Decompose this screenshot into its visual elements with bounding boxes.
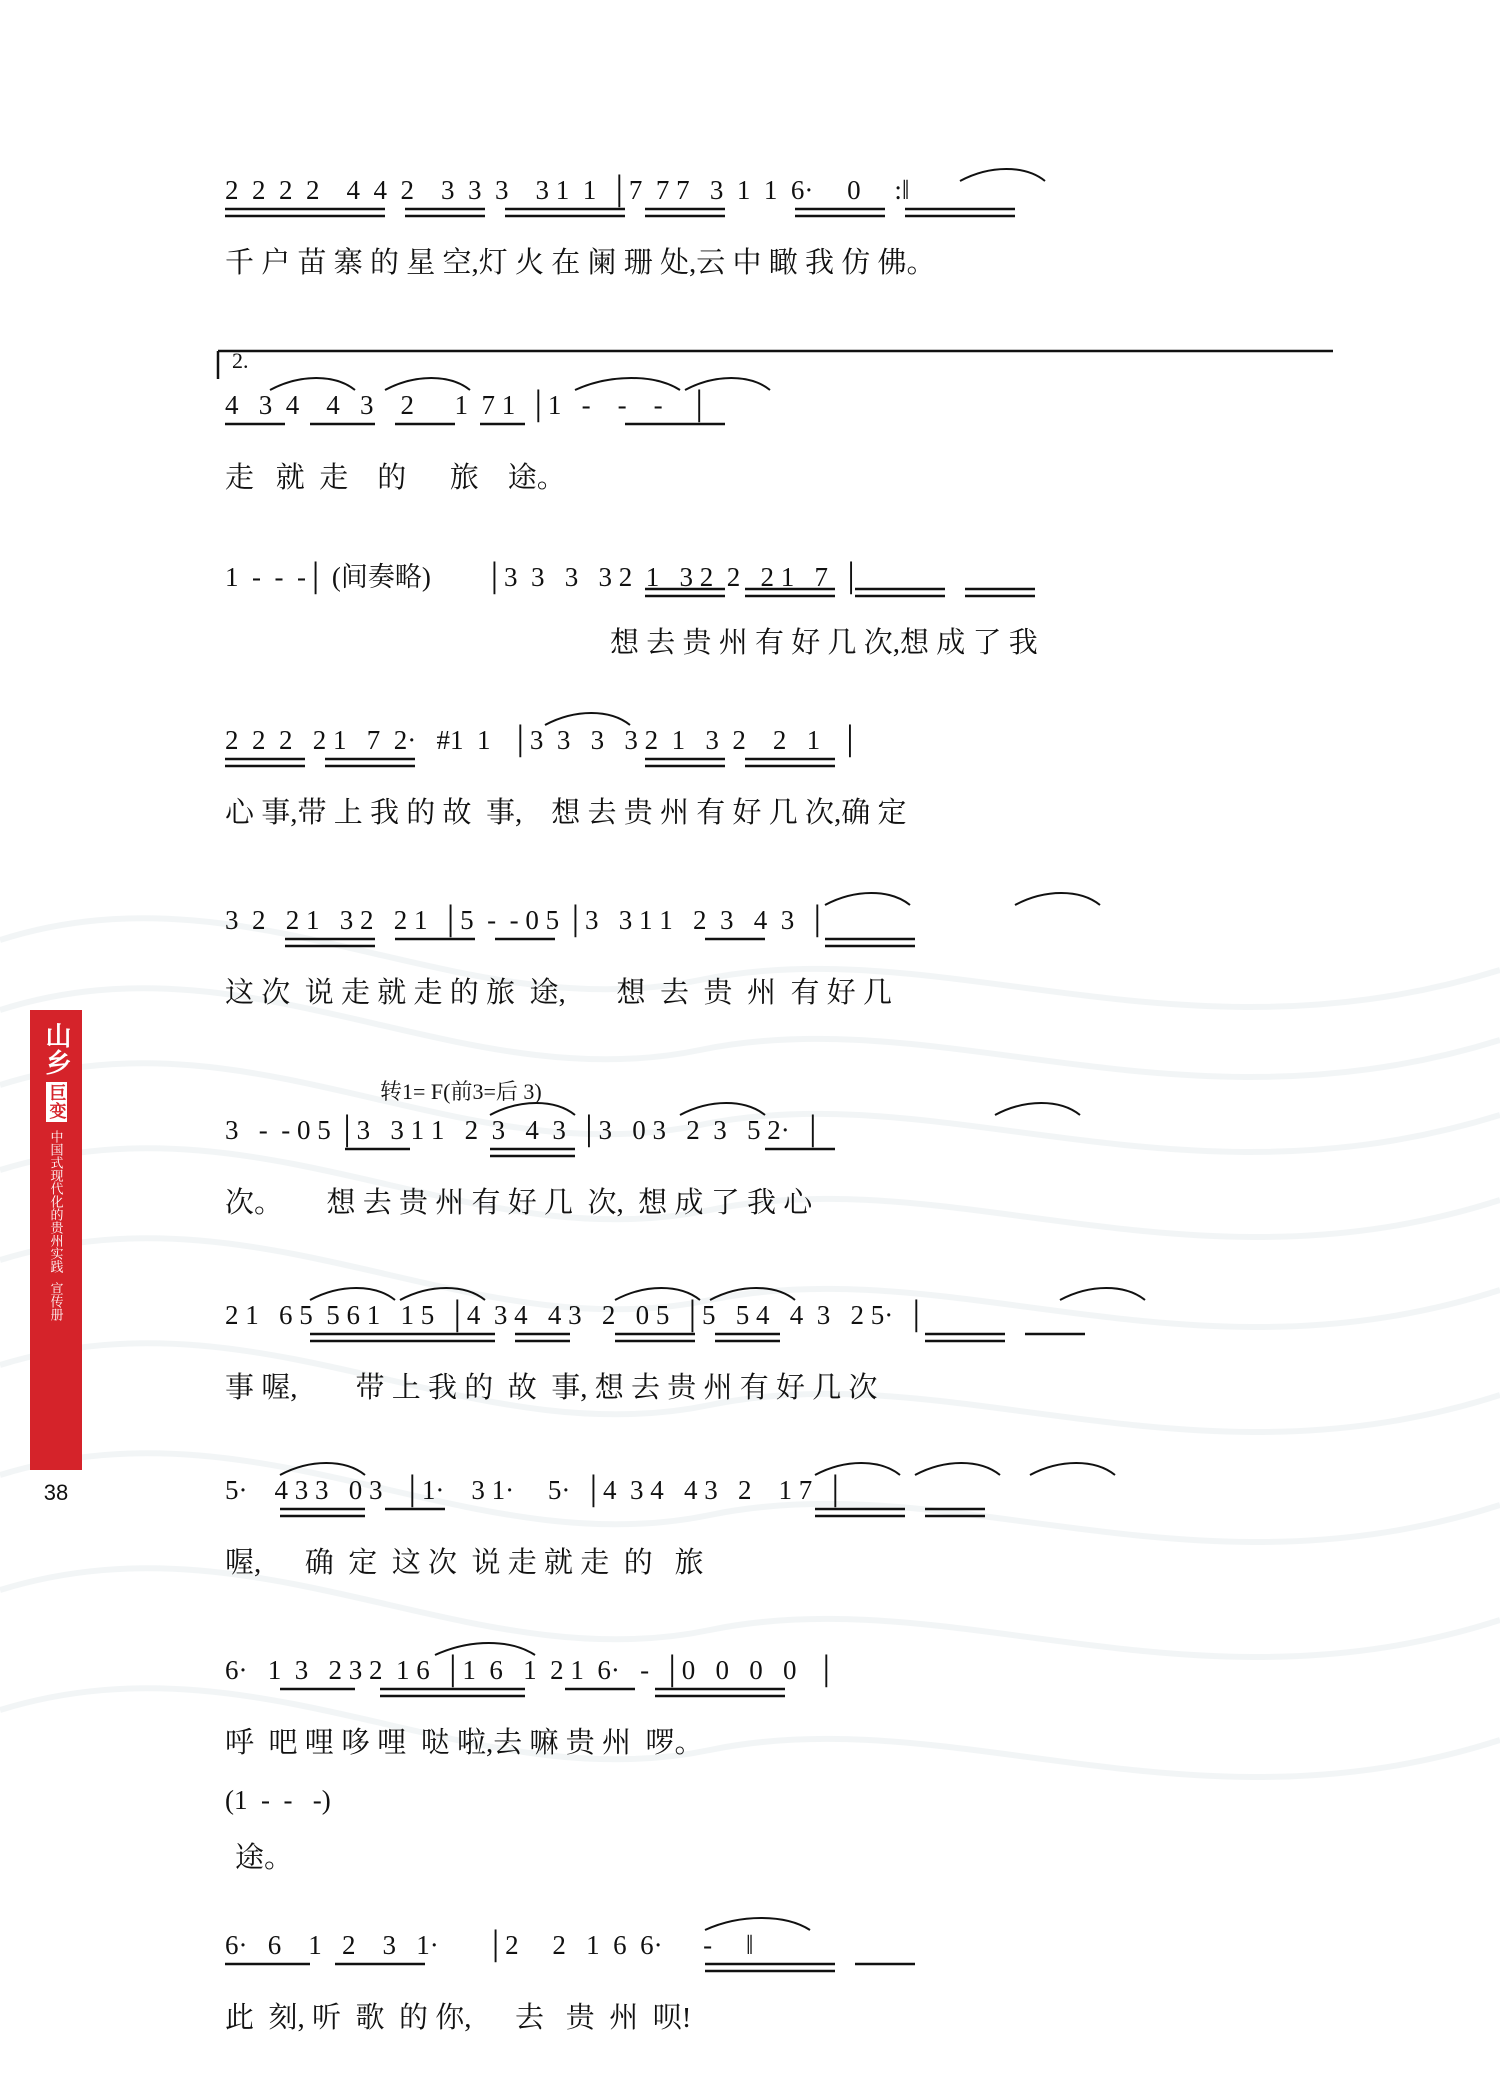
page-number: 38 bbox=[30, 1470, 82, 1516]
system-6-lyrics-row bbox=[225, 1180, 1335, 1221]
system-2-lyrics-row bbox=[225, 455, 1335, 496]
system-3-lyrics-row bbox=[610, 620, 1350, 661]
system-2-lyrics: 走 就 走 的 旅 途。 bbox=[225, 462, 566, 494]
system-4-numbers: 2 2 2 2 1 7 2· #1 1 │3 3 3 3 2 1 3 2 2 1 │ bbox=[225, 725, 860, 755]
key-change-note-row bbox=[380, 1075, 542, 1106]
system-7-lyrics: 事 喔, 带 上 我 的 故 事, 想 去 贵 州 有 好 几 次 bbox=[225, 1372, 878, 1404]
system-3-lyrics: 想 去 贵 州 有 好 几 次,想 成 了 我 bbox=[610, 627, 1038, 659]
system-10-lyrics-row bbox=[225, 1995, 1335, 2036]
system-4-lyrics: 心 事,带 上 我 的 故 事, 想 去 贵 州 有 好 几 次,确 定 bbox=[225, 797, 907, 829]
system-7-lyrics-row bbox=[225, 1365, 1335, 1406]
spine-logo-line1: 山乡 bbox=[42, 1022, 71, 1076]
system-9b-numbers: (1 - - -) bbox=[225, 1785, 331, 1815]
system-10-numbers: 6· 6 1 2 3 1· │2 2 1 6 6· - ‖ bbox=[225, 1930, 754, 1960]
system-2-beams bbox=[225, 390, 1335, 450]
system-7-numbers: 2 1 6 5 5 6 1 1 5 │4 3 4 4 3 2 0 5 │5 5 4 4 3 2 5· │ bbox=[225, 1300, 926, 1330]
system-2-numbers: 4 3 4 4 3 2 1 7 1 │1 - - - │ bbox=[225, 390, 709, 420]
system-5-lyrics: 这 次 说 走 就 走 的 旅 途, 想 去 贵 州 有 好 几 bbox=[225, 977, 893, 1009]
system-7-beams bbox=[225, 1300, 1335, 1360]
system-1-lyrics: 千 户 苗 寨 的 星 空,灯 火 在 阑 珊 处,云 中 瞰 我 仿 佛。 bbox=[225, 247, 936, 279]
system-1-lyrics-row bbox=[225, 240, 1335, 281]
system-5-beams bbox=[225, 905, 1335, 965]
system-1-beams bbox=[225, 175, 1335, 235]
spine-subtitle: 中国式现代化的贵州实践 bbox=[48, 1130, 64, 1273]
system-9 bbox=[225, 1655, 1335, 1686]
system-3-beams bbox=[225, 555, 1335, 615]
system-6-beams bbox=[225, 1115, 1335, 1175]
system-4 bbox=[225, 725, 1335, 756]
system-10 bbox=[225, 1930, 1335, 1961]
system-9-beams bbox=[225, 1655, 1335, 1715]
system-9b-lyrics: 途。 bbox=[235, 1842, 294, 1874]
system-5-numbers: 3 2 2 1 3 2 2 1 │5 - - 0 5 │3 3 1 1 2 3 4 3 │ bbox=[225, 905, 827, 935]
key-change-note: 转1= F(前3=后 3) bbox=[380, 1079, 542, 1104]
system-6-lyrics: 次。 想 去 贵 州 有 好 几 次, 想 成 了 我 心 bbox=[225, 1187, 813, 1219]
system-9-numbers: 6· 1 3 2 3 2 1 6 │1 6 1 2 1 6· - │0 0 0 0 │ bbox=[225, 1655, 836, 1685]
system-6-numbers: 3 - - 0 5 │3 3 1 1 2 3 4 3 │3 0 3 2 3 5 2· │ bbox=[225, 1115, 823, 1145]
spine-subtitle-2: 宣传册 bbox=[48, 1282, 64, 1321]
system-8-lyrics-row bbox=[225, 1540, 1335, 1581]
system-9b-lyrics-row bbox=[235, 1835, 835, 1876]
system-8-lyrics: 喔, 确 定 这 次 说 走 就 走 的 旅 bbox=[225, 1547, 704, 1579]
system-8-beams bbox=[225, 1475, 1335, 1535]
system-6 bbox=[225, 1115, 1335, 1146]
volta-2-label-row bbox=[232, 348, 249, 374]
system-8 bbox=[225, 1475, 1335, 1506]
system-10-beams bbox=[225, 1930, 1335, 1990]
system-9-lyrics-row bbox=[225, 1720, 1335, 1761]
spine-badge bbox=[30, 1010, 82, 1470]
volta-2-label: 2. bbox=[232, 348, 249, 373]
system-10-lyrics: 此 刻, 听 歌 的 你, 去 贵 州 呗! bbox=[225, 2002, 692, 2034]
system-8-numbers: 5· 4 3 3 0 3 │1· 3 1· 5· │4 3 4 4 3 2 1 7 │ bbox=[225, 1475, 845, 1505]
system-7 bbox=[225, 1300, 1335, 1331]
system-2 bbox=[225, 390, 1335, 421]
system-4-lyrics-row bbox=[225, 790, 1335, 831]
system-5-lyrics-row bbox=[225, 970, 1335, 1011]
system-4-beams bbox=[225, 725, 1335, 785]
system-1 bbox=[225, 175, 1335, 206]
system-3-numbers: 1 - - -│ (间奏略) │3 3 3 3 2 1 3 2 2 2 1 7 │ bbox=[225, 562, 861, 592]
system-9-lyrics: 呼 吧 哩 哆 哩 哒 啦,去 嘛 贵 州 啰。 bbox=[225, 1727, 704, 1759]
volta-2-bracket bbox=[218, 345, 1338, 385]
system-5 bbox=[225, 905, 1335, 936]
spine-logo-line2: 巨变 bbox=[46, 1084, 66, 1120]
system-9b bbox=[225, 1785, 825, 1816]
system-3 bbox=[225, 555, 1335, 594]
system-1-numbers: 2 2 2 2 4 4 2 3 3 3 3 1 1 │7 7 7 3 1 1 6· 0 :‖ bbox=[225, 175, 910, 205]
